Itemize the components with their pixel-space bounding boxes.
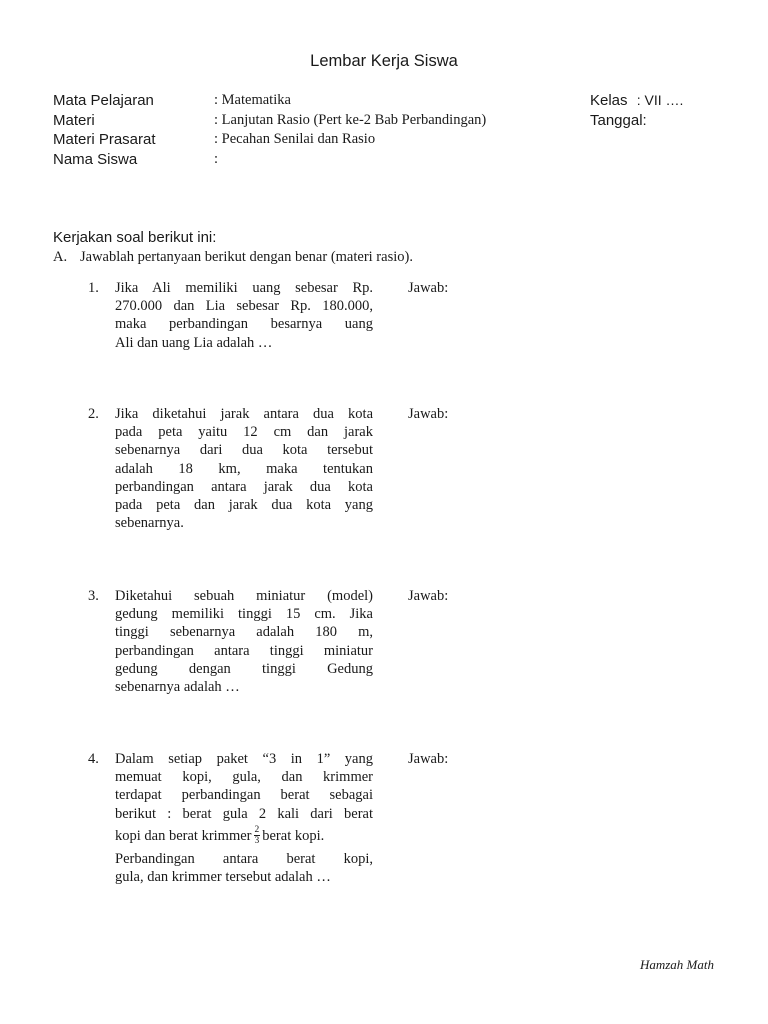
question-line: Dalam setiap paket “3 in 1” yang xyxy=(115,751,373,767)
answer-label: Jawab: xyxy=(408,280,449,296)
question-number: 1. xyxy=(88,280,99,296)
mata-pelajaran-value: : Matematika xyxy=(214,92,291,108)
answer-label: Jawab: xyxy=(408,588,449,604)
question-line: 270.000 dan Lia sebesar Rp. 180.000, xyxy=(115,298,373,315)
question-line: Ali dan uang Lia adalah … xyxy=(115,334,273,351)
answer-label: Jawab: xyxy=(408,751,449,767)
materi-prasarat-label: Materi Prasarat xyxy=(53,131,156,148)
question-line: sebenarnya adalah … xyxy=(115,679,240,696)
tanggal-label: Tanggal xyxy=(590,112,643,129)
question-line: adalah 18 km, maka tentukan xyxy=(115,460,373,477)
fraction-line-before: kopi dan berat krimmer xyxy=(115,827,252,844)
question-text xyxy=(115,279,373,352)
instruction-heading: Kerjakan soal berikut ini: xyxy=(53,229,217,246)
question-number: 4. xyxy=(88,751,99,767)
question-line: perbandingan antara jarak dua kota xyxy=(115,478,373,495)
question-line: Jika Ali memiliki uang sebesar Rp. xyxy=(115,280,373,296)
question-line: tinggi sebenarnya adalah 180 m, xyxy=(115,624,373,641)
question-line: memuat kopi, gula, dan krimmer xyxy=(115,769,373,786)
fraction-denominator: 3 xyxy=(254,835,260,846)
question-line: berikut : berat gula 2 kali dari berat xyxy=(115,805,373,822)
kelas-value: : VII …. xyxy=(636,92,684,108)
question-line: sebenarnya. xyxy=(115,515,184,532)
section-a-letter: A. xyxy=(53,249,68,265)
question-line: terdapat perbandingan berat sebagai xyxy=(115,787,373,804)
tanggal-field xyxy=(590,112,647,129)
nama-siswa-value: : xyxy=(214,151,219,167)
question-line-with-fraction xyxy=(115,826,373,847)
question-line: Diketahui sebuah miniatur (model) xyxy=(115,588,373,604)
mata-pelajaran-label: Mata Pelajaran xyxy=(53,92,154,109)
question-text xyxy=(115,587,373,696)
question-number: 2. xyxy=(88,406,99,422)
question-number: 3. xyxy=(88,588,99,604)
question-line: gedung dengan tinggi Gedung xyxy=(115,660,373,677)
info-row-nama-siswa xyxy=(53,151,733,171)
info-row-materi-prasarat xyxy=(53,131,733,151)
info-row-materi xyxy=(53,112,733,132)
fraction-line-after: berat kopi. xyxy=(262,827,325,844)
question-line: Jika diketahui jarak antara dua kota xyxy=(115,406,373,422)
footer-author: Hamzah Math xyxy=(639,957,714,972)
question-line: gula, dan krimmer tersebut adalah … xyxy=(115,869,331,886)
question-text xyxy=(115,750,373,886)
nama-siswa-label: Nama Siswa xyxy=(53,151,138,168)
tanggal-value: : xyxy=(642,112,647,129)
question-text xyxy=(115,405,373,532)
page-title: Lembar Kerja Siswa xyxy=(310,52,458,70)
section-a-heading xyxy=(53,249,413,266)
info-row-mata-pelajaran xyxy=(53,92,733,112)
kelas-field xyxy=(590,92,683,109)
question-line: pada peta yaitu 12 cm dan jarak xyxy=(115,424,373,441)
section-a-text: Jawablah pertanyaan berikut dengan benar (materi rasio). xyxy=(80,249,413,265)
kelas-label: Kelas xyxy=(590,92,628,109)
fraction-two-thirds xyxy=(254,825,261,846)
materi-value: : Lanjutan Rasio (Pert ke-2 Bab Perbandingan) xyxy=(214,112,487,128)
question-line: perbandingan antara tinggi miniatur xyxy=(115,642,373,659)
question-line: pada peta dan jarak dua kota yang xyxy=(115,497,373,514)
question-line: Perbandingan antara berat kopi, xyxy=(115,850,373,867)
question-line: gedung memiliki tinggi 15 cm. Jika xyxy=(115,606,373,623)
answer-label: Jawab: xyxy=(408,406,449,422)
question-line: sebenarnya dari dua kota tersebut xyxy=(115,442,373,459)
question-line: maka perbandingan besarnya uang xyxy=(115,316,373,333)
materi-label: Materi xyxy=(53,112,95,129)
fraction-numerator: 2 xyxy=(254,824,260,835)
materi-prasarat-value: : Pecahan Senilai dan Rasio xyxy=(214,131,376,147)
